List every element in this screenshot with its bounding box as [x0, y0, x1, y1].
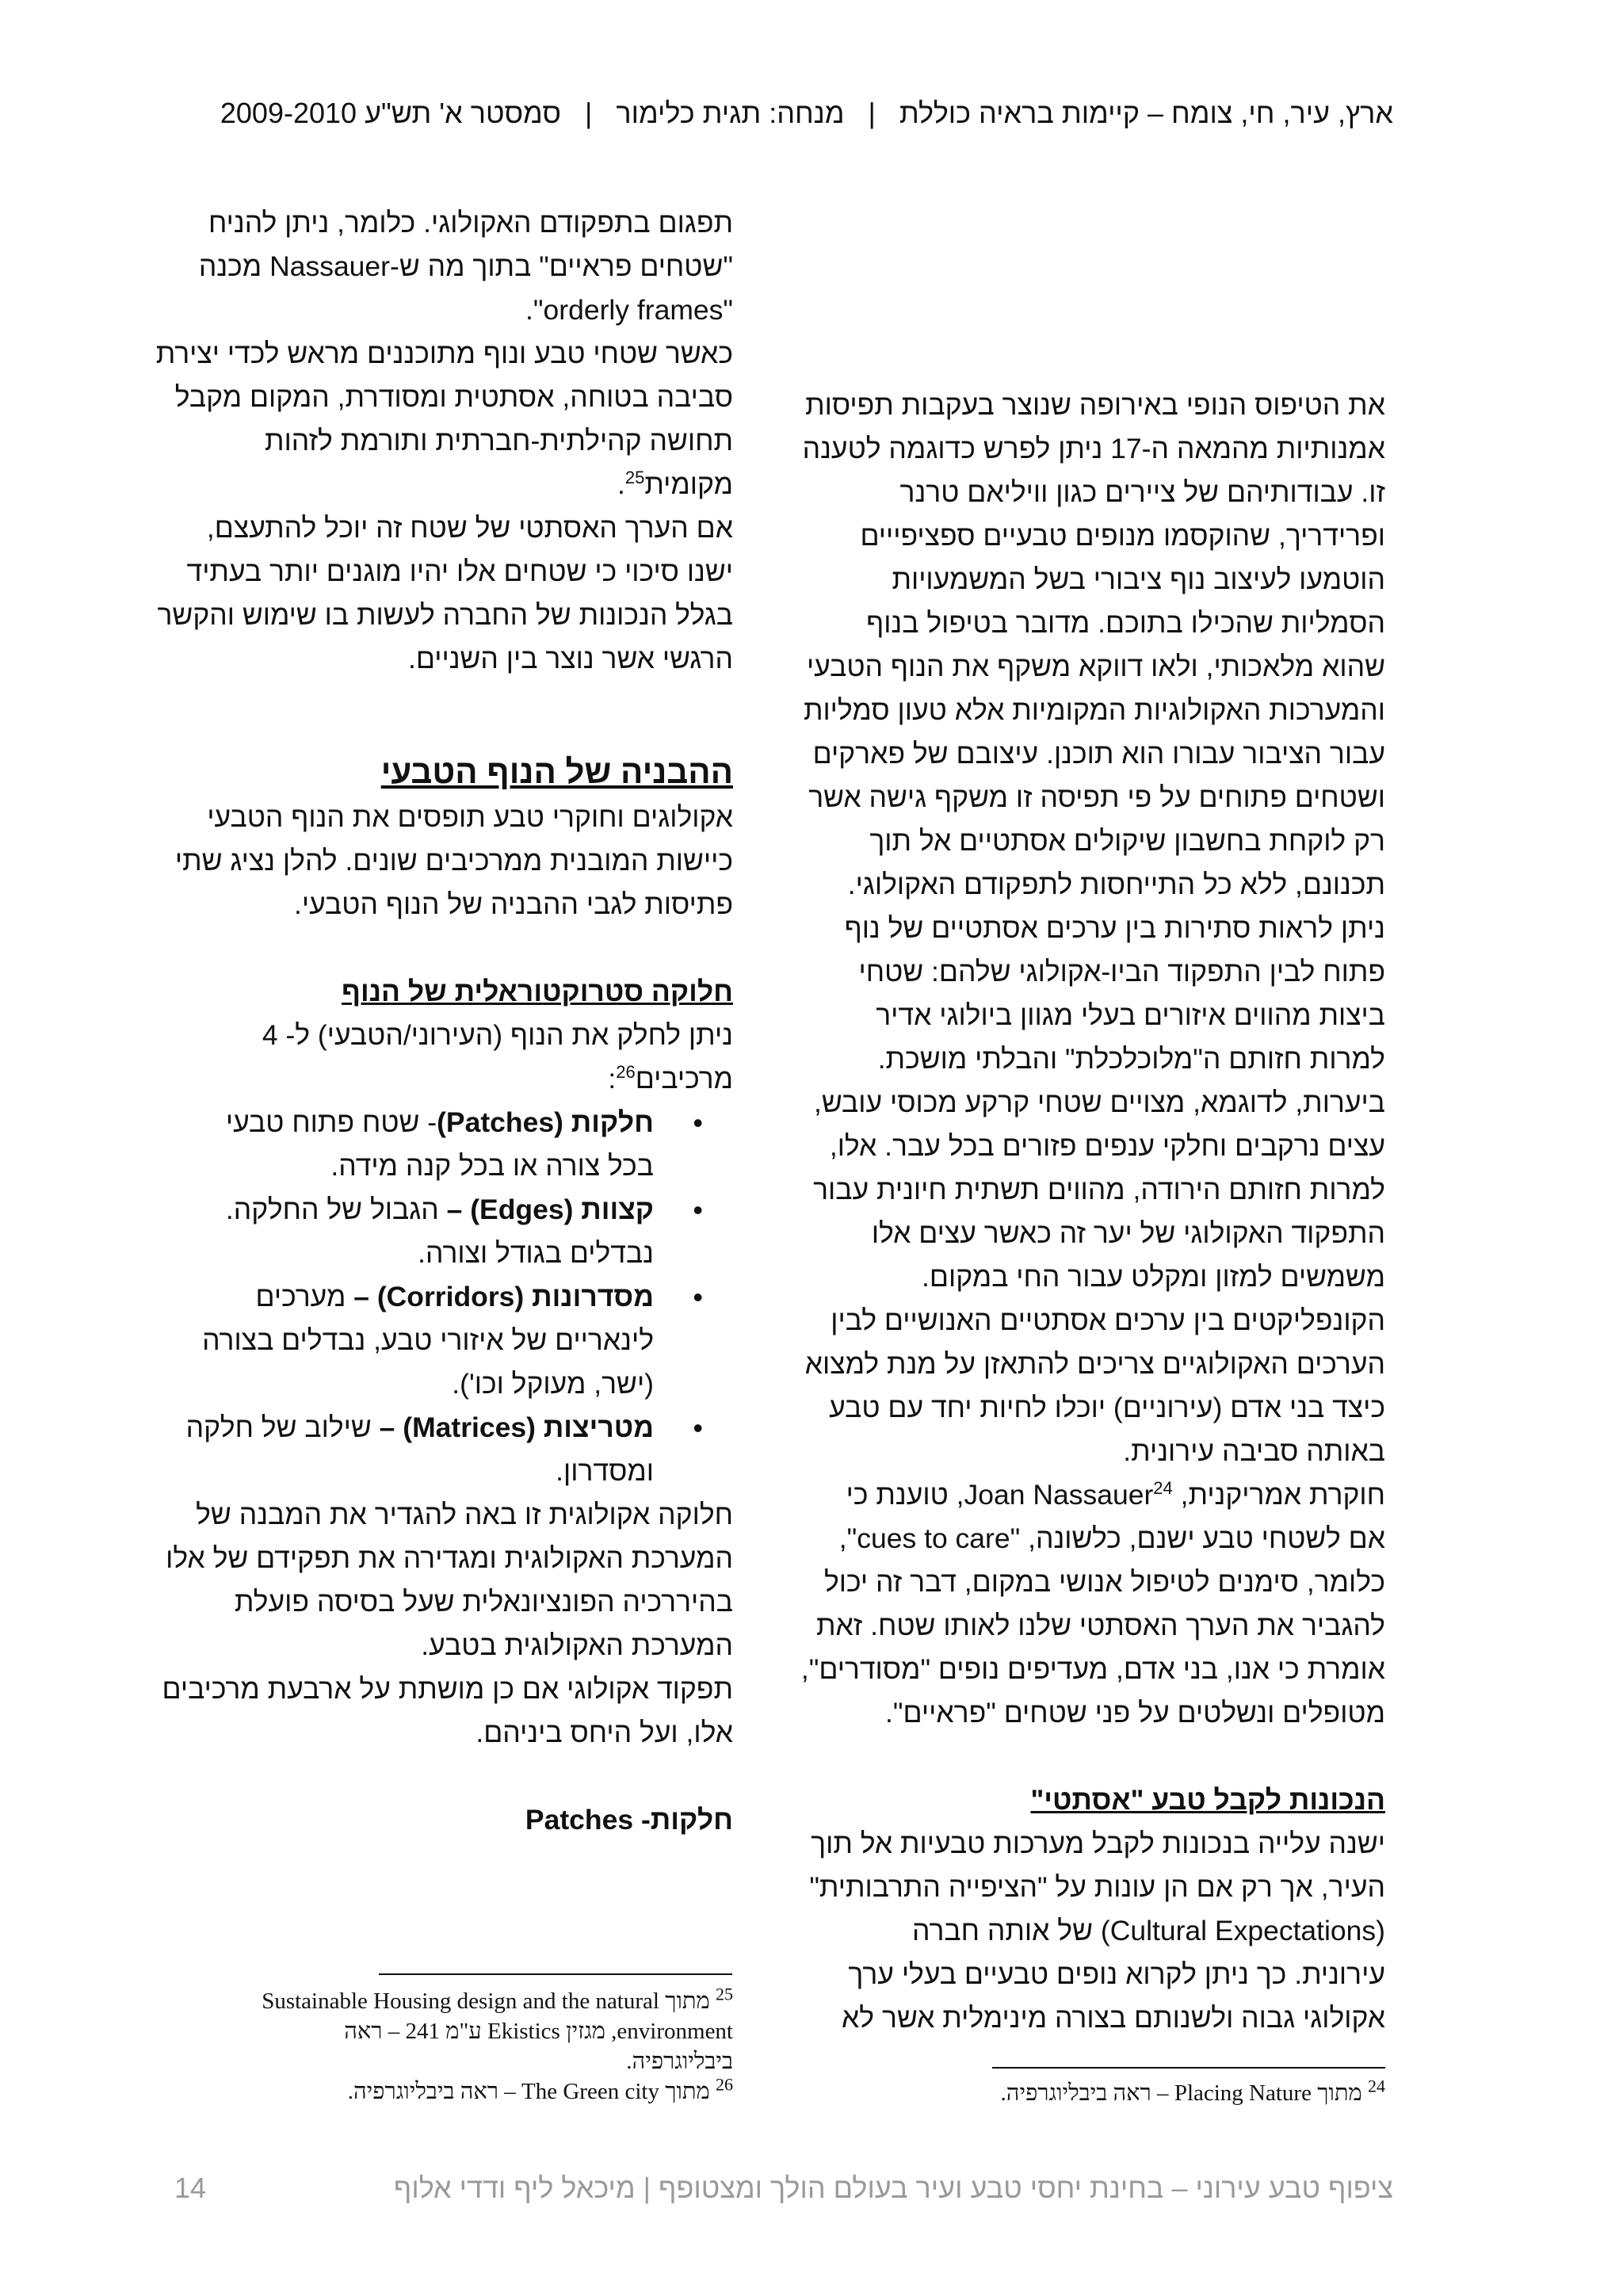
text-line: תפקוד אקולוגי אם כן מושתת על ארבעת מרכיבים [162, 1673, 733, 1705]
text-line: תחושה קהילתית-חברתית ותורמת לזהות [265, 425, 733, 457]
footnote-ref-25[interactable]: 25 [624, 468, 645, 488]
text-line: ניתן לראות סתירות בין ערכים אסתטיים של נוף [844, 912, 1385, 944]
text-span: הגבול של החלקה. [225, 1194, 447, 1225]
list-item [151, 1406, 654, 1493]
text-line: זו. עבודותיהם של ציירים כגון וויליאם טרנר [899, 476, 1385, 508]
text-line: הערכים האקולוגיים צריכים להתאזן על מנת למצוא [804, 1348, 1385, 1380]
footnote-number: 25 [716, 1984, 733, 2004]
footnote-ref-26[interactable]: 26 [616, 1062, 636, 1083]
text-span: מרכיבים [635, 1063, 733, 1095]
text-line: מטופלים ונשלטים על פני שטחים "פראיים". [885, 1697, 1385, 1729]
text-line: ומסדרון. [556, 1455, 654, 1487]
text-line: פתיסות לגבי ההבניה של הנוף הטבעי. [294, 888, 733, 920]
list-term: מסדרונות (Corridors) – [353, 1281, 654, 1312]
text-line [151, 1057, 733, 1101]
text-line: "orderly frames". [525, 294, 733, 326]
list-item [151, 1188, 654, 1275]
text-line: עירונית. כך ניתן לקרוא נופים טבעיים בעלי ערך [848, 1958, 1385, 1990]
text-line: הוטמעו לעיצוב נוף ציבורי בשל המשמעויות [892, 563, 1385, 595]
text-line: להגביר את הערך האסתטי שלנו לאותו שטח. זאת [815, 1610, 1385, 1641]
left-column [151, 201, 733, 1842]
text-line: העיר, אך רק אם הן עונות על "הציפייה התרבותית" [809, 1871, 1385, 1903]
footnote-25 [151, 1986, 733, 2016]
text-line: אם לשטחי טבע ישנם, כלשונה, "cues to care", [838, 1522, 1385, 1554]
text-line: עצים נרקבים וחלקי ענפים פזורים בכל עבר. אלו, [829, 1130, 1385, 1162]
text-line: ביערות, לדוגמא, מצויים שטחי קרקע מכוסי עובש, [813, 1087, 1385, 1118]
right-p3 [800, 1299, 1385, 1473]
left-p3 [151, 506, 733, 681]
text-line: environment, מגזין Ekistics ע"מ 241 – ראה [344, 2019, 733, 2044]
text-span: - שטח פתוח טבעי [225, 1106, 437, 1138]
list-term: חלקות (Patches) [437, 1106, 654, 1138]
text-line: פתוח לבין התפקוד הביו-אקולוגי שלהם: שטחי [858, 956, 1385, 988]
footnotes-right [800, 2078, 1385, 2108]
text-span: מערכים [255, 1281, 354, 1312]
right-p2 [800, 907, 1385, 1299]
page-number: 14 [174, 2172, 207, 2204]
text-line: המערכת האקולוגית ומגדירה את תפקידם של אלו [166, 1542, 733, 1574]
text-span: : [608, 1063, 617, 1095]
footnote-ref-24[interactable]: 24 [1153, 1478, 1173, 1499]
section-heading-aesthetic: הנכונות לקבל טבע "אסתטי" [1030, 1784, 1385, 1816]
footnote-number: 26 [716, 2074, 733, 2095]
text-line: כלומר, סימנים לטיפול אנושי במקום, דבר זה יכול [823, 1566, 1385, 1598]
text-span: מתוך The Green city – ראה ביבליוגרפיה. [347, 2079, 710, 2104]
text-line: כאשר שטחי טבע ונוף מתוכננים מראש לכדי יצירת [155, 338, 733, 369]
text-line: הקונפליקטים בין ערכים אסתטיים האנושיים לבין [831, 1305, 1385, 1336]
left-p7 [151, 1668, 733, 1755]
text-line: אקולוגי גבוה ולשנותם בצורה מינימלית אשר לא [842, 2002, 1385, 2034]
text-line: חלוקה אקולוגית זו באה להגדיר את המבנה של [196, 1499, 733, 1530]
text-line: המערכת האקולוגית בטבע. [421, 1629, 733, 1661]
text-line: רק לוקחת בחשבון שיקולים אסתטיים אל תוך [869, 825, 1385, 857]
text-line: באותה סביבה עירונית. [1123, 1435, 1385, 1467]
text-line: "שטחים פראיים" בתוך מה ש-Nassauer מכנה [198, 250, 733, 282]
footnotes-left [151, 1986, 733, 2107]
text-line: לינאריים של איזורי טבע, נבדלים בצורה [202, 1324, 654, 1356]
text-line: אומרת כי אנו, בני אדם, מעדיפים נופים "מסודרים", [800, 1653, 1385, 1685]
text-line: את הטיפוס הנופי באירופה שנוצר בעקבות תפיסות [805, 389, 1385, 421]
text-line: שהוא מלאכותי, ולאו דווקא משקף את הנוף הטבעי [806, 651, 1385, 682]
text-line: הרגשי אשר נוצר בין השניים. [408, 643, 733, 674]
page-header [200, 94, 1393, 133]
text-span: , טוענת כי [846, 1479, 964, 1511]
footnote-separator-right [992, 2067, 1385, 2069]
subheading-structural-division: חלוקה סטרוקטוראלית של הנוף [342, 976, 733, 1007]
section-heading-structure: ההבניה של הנוף הטבעי [380, 753, 733, 790]
text-line: (ישר, מעוקל וכו'). [452, 1368, 654, 1400]
text-line: (Cultural Expectations) של אותה חברה [912, 1915, 1385, 1946]
spacer [151, 724, 733, 748]
footnote-separator-left [379, 1973, 732, 1975]
text-span: מתוך Sustainable Housing design and the natural [262, 1988, 710, 2014]
text-line: עבור הציבור עבורו הוא תוכנן. עיצובם של פארקים [812, 738, 1385, 770]
text-span: חוקרת אמריקנית, Joan Nassauer [964, 1479, 1385, 1511]
footnote-number: 24 [1368, 2076, 1385, 2096]
text-line: התפקוד האקולוגי של יער זה כאשר עצים אלו [871, 1217, 1385, 1249]
text-line: למרות חזותם הירודה, מהווים תשתית חיונית עבור [813, 1174, 1385, 1205]
patches-heading: חלקות- Patches [525, 1804, 733, 1836]
text-span: מקומית [644, 468, 733, 500]
list-item [151, 1275, 654, 1406]
text-line: כיצד בני אדם (עירוניים) יוכלו לחיות יחד עם טבע [829, 1392, 1385, 1423]
text-line: ביבליוגרפיה. [626, 2049, 733, 2074]
text-span: . [617, 468, 625, 500]
list-term: מטריצות (Matrices) – [379, 1412, 654, 1443]
text-line: נבדלים בגודל וצורה. [418, 1237, 654, 1269]
text-line: סביבה בטוחה, אסתטית ומסודרת, המקום מקבל [174, 381, 733, 413]
right-p5 [800, 1822, 1385, 2040]
text-line: ניתן לחלק את הנוף (העירוני/הטבעי) ל- 4 [262, 1019, 733, 1051]
right-p1 [800, 384, 1385, 907]
text-line: תכנונם, ללא כל התייחסות לתפקודם האקולוגי. [847, 869, 1385, 900]
left-p1 [151, 201, 733, 332]
footnote-26 [151, 2076, 733, 2107]
text-line: אם הערך האסתטי של שטח זה יוכל להתעצם, [206, 512, 733, 544]
text-line [800, 1473, 1385, 1517]
text-line [151, 463, 733, 506]
right-column [800, 384, 1385, 2040]
text-line: ישנו סיכוי כי שטחים אלו יהיו מוגנים יותר בעתיד [186, 556, 733, 587]
left-p6 [151, 1493, 733, 1668]
text-line: ישנה עלייה בנכונות לקבל מערכות טבעיות אל תוך [811, 1828, 1385, 1859]
text-line: והמערכות האקולוגיות המקומיות אלא טעון סמליות [803, 694, 1385, 726]
text-line: למרות חזותם ה"מלוכלכלת" והבלתי מושכת. [877, 1043, 1385, 1075]
components-list [151, 1101, 733, 1493]
list-item [151, 1101, 654, 1188]
left-p4 [151, 796, 733, 926]
left-p2 [151, 332, 733, 506]
text-line: כיישות המובנית ממרכיבים שונים. להלן נציג שתי [174, 845, 733, 877]
spacer [151, 681, 733, 724]
text-line: ופרידריך, שהוקסמו מנופים טבעיים ספציפייים [860, 520, 1385, 552]
text-line: אלו, ועל היחס ביניהם. [475, 1717, 733, 1748]
spacer [800, 1735, 1385, 1778]
page-footer [174, 2172, 1393, 2205]
footnote-24 [800, 2078, 1385, 2108]
text-line: בכל צורה או בכל קנה מידה. [330, 1150, 654, 1182]
header-text: ארץ, עיר, חי, צומח – קיימות בראיה כוללת | מנחה: תגית כלימור | סמסטר א' תש"ע 2009-2010 [220, 97, 1393, 129]
text-line: אקולוגים וחוקרי טבע תופסים את הנוף הטבעי [207, 801, 733, 833]
spacer [151, 1755, 733, 1798]
spacer [151, 926, 733, 970]
text-span: שילוב של חלקה [185, 1412, 380, 1443]
text-line: תפגום בתפקודם האקולוגי. כלומר, ניתן להניח [208, 207, 733, 239]
list-term: קצוות (Edges) – [446, 1194, 654, 1225]
text-line: אמנותיות מהמאה ה-17 ניתן לפרש כדוגמה לטענה [802, 433, 1385, 464]
text-line: ביצות מהווים איזורים בעלי מגוון ביולוגי אדיר [876, 999, 1385, 1031]
text-line: בגלל הנכונות של החברה לעשות בו שימוש והקשר [157, 599, 733, 631]
text-line: הסמליות שהכילו בתוכם. מדובר בטיפול בנוף [866, 607, 1385, 639]
text-span: מתוך Placing Nature – ראה ביבליוגרפיה. [1000, 2080, 1362, 2106]
right-p4 [800, 1473, 1385, 1735]
footer-text: ציפוף טבע עירוני – בחינת יחסי טבע ועיר בעולם הולך ומצטופף | מיכאל ליף ודדי אלוף [393, 2172, 1393, 2204]
text-line: בהיררכיה הפונציונאלית שעל בסיסה פועלת [234, 1586, 733, 1618]
text-line: ושטחים פתוחים על פי תפיסה זו משקף גישה אשר [808, 781, 1385, 813]
text-line: משמשים למזון ומקלט עבור החי במקום. [922, 1261, 1385, 1293]
